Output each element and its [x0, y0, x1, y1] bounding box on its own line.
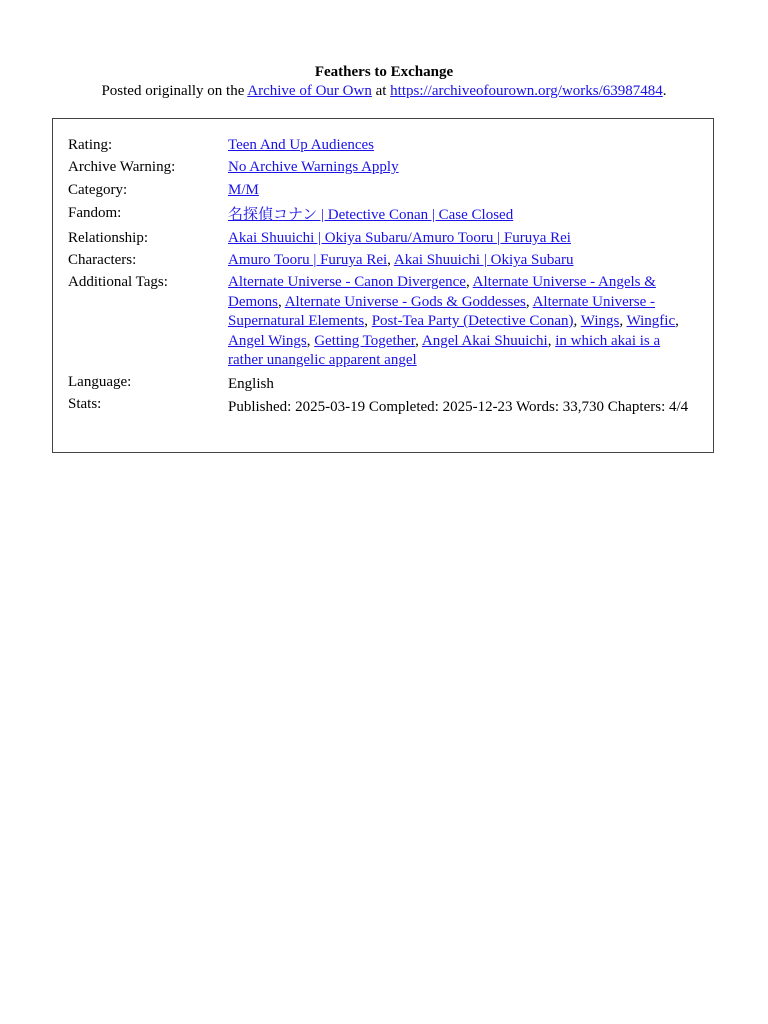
- tag-link[interactable]: Getting Together: [314, 332, 416, 349]
- posted-at: at: [371, 83, 391, 99]
- tag-link[interactable]: Angel Akai Shuuichi: [421, 332, 548, 349]
- archive-link[interactable]: Archive of Our Own: [247, 83, 372, 99]
- rating-label: Rating:: [68, 137, 113, 153]
- additional-tags-label: Additional Tags:: [68, 274, 168, 290]
- relationship-label: Relationship:: [68, 230, 148, 246]
- fandom-label: Fandom:: [68, 205, 122, 221]
- work-metadata-box: Rating: Teen And Up Audiences Archive Warning: No Archive Warnings Apply Category: M/M Fandom: 名探偵コナン | Detective Conan | Case Closed Relationship: Akai Shuuichi | Okiya Subaru/Amuro Tooru | Furuya Rei Characters: Amuro Tooru | Furuya Rei, Akai Shuuichi | Okiya Subaru Additional Tags: Alternate Universe - Canon Divergence, Alternate Universe - Angels & Demons, Alternate Universe - Gods & Goddesses, Alternate Universe - Supernatural Elements, Post-Tea Party (Detective Conan), Wings, Wingfic, Angel Wings, Getting Together, Angel Akai Shuuichi, in which akai is a rather unangelic apparent angel Language: English Stats: Published: 2025-03-19 Completed: 2025-12-23 Words: 33,730 Chapters: 4/4: [52, 118, 714, 453]
- relationship-link[interactable]: Akai Shuuichi | Okiya Subaru/Amuro Tooru | Furuya Rei: [228, 230, 571, 246]
- category-label: Category:: [68, 182, 128, 198]
- tag-link[interactable]: in which akai is a rather unangelic apparent angel: [228, 332, 661, 368]
- character-link[interactable]: Amuro Tooru | Furuya Rei: [228, 252, 388, 268]
- work-url-link[interactable]: https://archiveofourown.org/works/63987484: [390, 83, 663, 99]
- stats-value: Published: 2025-03-19 Completed: 2025-12-23 Words: 33,730 Chapters: 4/4: [228, 399, 689, 415]
- warning-label: Archive Warning:: [68, 159, 176, 175]
- rating-link[interactable]: Teen And Up Audiences: [228, 137, 375, 153]
- tag-link[interactable]: Angel Wings: [228, 332, 307, 349]
- language-value: English: [228, 376, 274, 392]
- posted-prefix: Posted originally on the: [101, 83, 248, 99]
- work-title: Feathers to Exchange: [314, 64, 454, 80]
- fandom-link[interactable]: 名探偵コナン | Detective Conan | Case Closed: [228, 207, 514, 223]
- tag-link[interactable]: Post-Tea Party (Detective Conan): [371, 313, 574, 329]
- posted-line: [0, 82, 768, 100]
- warning-link[interactable]: No Archive Warnings Apply: [228, 159, 399, 175]
- tag-link[interactable]: Alternate Universe - Angels & Demons: [228, 274, 656, 310]
- tag-link[interactable]: Alternate Universe - Gods & Goddesses: [284, 293, 526, 310]
- tag-link[interactable]: Alternate Universe - Canon Divergence: [228, 274, 466, 290]
- stats-label: Stats:: [68, 396, 102, 412]
- characters-label: Characters:: [68, 252, 137, 268]
- tag-link[interactable]: Wingfic: [626, 313, 676, 329]
- category-link[interactable]: M/M: [228, 182, 259, 198]
- tag-link[interactable]: Wings: [580, 313, 620, 329]
- tag-link[interactable]: Alternate Universe - Supernatural Elements: [228, 293, 656, 329]
- character-link[interactable]: Akai Shuuichi | Okiya Subaru: [393, 252, 574, 268]
- posted-suffix: .: [662, 83, 667, 99]
- language-label: Language:: [68, 374, 132, 390]
